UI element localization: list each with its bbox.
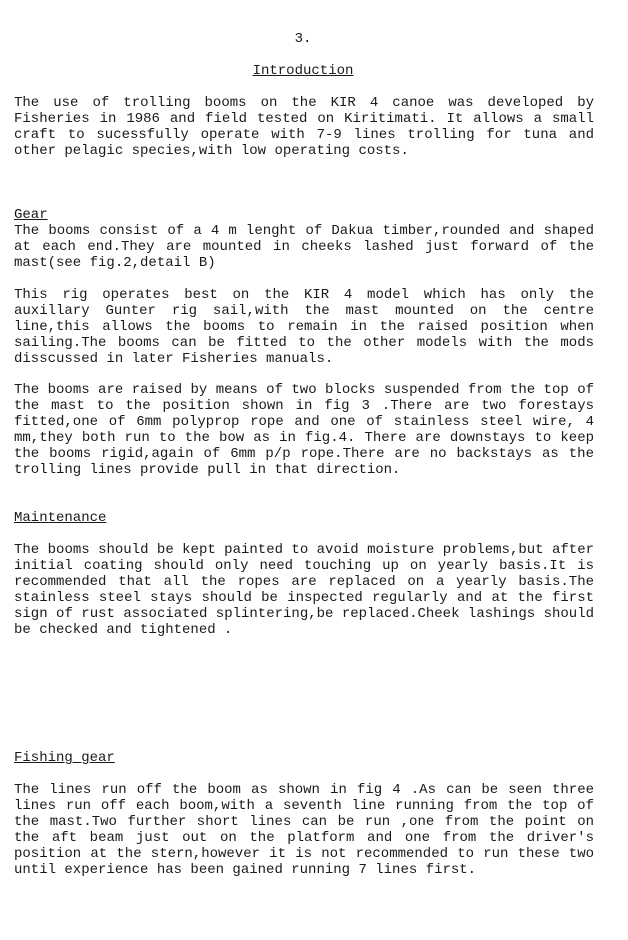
heading-gear: Gear xyxy=(14,207,48,223)
heading-maintenance: Maintenance xyxy=(14,510,107,526)
section-title-introduction: Introduction xyxy=(252,63,354,79)
gear-paragraph-2: This rig operates best on the KIR 4 model which has only the auxillary Gunter rig sail,with the mast mounted on the centre line,this allows the booms to remain in the raised position when sailing.The booms can be fitted to the other models with the mods disscussed in later Fisheries manuals. xyxy=(14,287,594,367)
gear-paragraph-3: The booms are raised by means of two blocks suspended from the top of the mast to the position shown in fig 3 .There are two forestays fitted,one of 6mm polyprop rope and one of stainless steel wire, 4 mm,they both run to the bow as in fig.4. There are downstays to keep the booms rigid,again of 6mm p/p rope.There are no backstays as the trolling lines provide pull in that direction. xyxy=(14,382,594,478)
intro-paragraph: The use of trolling booms on the KIR 4 canoe was developed by Fisheries in 1986 and field tested on Kiritimati. It allows a small craft to sucessfully operate with 7-9 lines trolling for tuna and other pelagic species,with low operating costs. xyxy=(14,95,594,159)
gear-paragraph-1: The booms consist of a 4 m lenght of Dakua timber,rounded and shaped at each end.They are mounted in cheeks lashed just forward of the mast(see fig.2,detail B) xyxy=(14,223,594,271)
maintenance-paragraph: The booms should be kept painted to avoid moisture problems,but after initial coating should only need touching up on yearly basis.It is recommended that all the ropes are replaced on a yearly basis.The stainless steel stays should be inspected regularly and at the first sign of rust associated splintering,be replaced.Cheek lashings should be checked and tightened . xyxy=(14,542,594,638)
heading-fishing-gear: Fishing gear xyxy=(14,750,115,766)
fishing-gear-paragraph: The lines run off the boom as shown in fig 4 .As can be seen three lines run off each boom,with a seventh line running from the top of the mast.Two further short lines can be run ,one from the point on the aft beam just out on the platform and one from the driver's position at the stern,however it is not recommended to run these two until experience has been gained running 7 lines first. xyxy=(14,782,594,878)
page-number: 3. xyxy=(294,31,312,47)
